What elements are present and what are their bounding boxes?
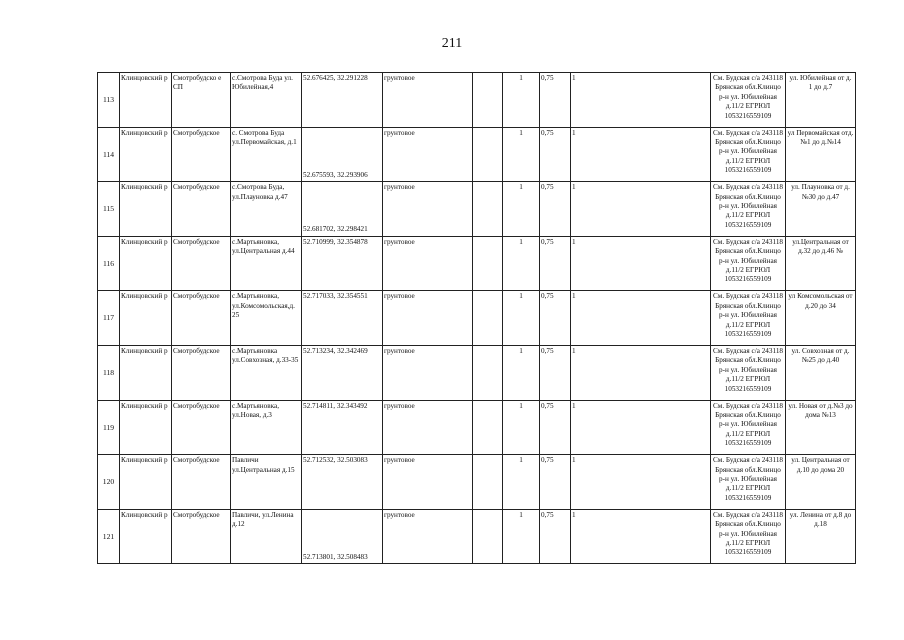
surface-cell: грунтовое [383, 400, 473, 455]
count-cell: 1 [503, 182, 540, 237]
settlement-cell: Смотробудское [172, 345, 231, 400]
volume-cell: 0,75 [540, 73, 571, 128]
address-cell: с.Смотрова Буда ул. Юбилейная,4 [231, 73, 302, 128]
page-number: 211 [441, 36, 463, 51]
owner-cell: См. Будская с/а 243118 Брянская обл.Клинцо р-н ул. Юбилейная д.11/2 ЕГРЮЛ 1053216559109 [711, 127, 786, 182]
address-cell: с.Мартьяновка, ул.Центральная д.44 [231, 236, 302, 291]
empty-cell [473, 182, 503, 237]
served-area-cell: ул Первомайская отд.№1 до д.№14 [786, 127, 856, 182]
quantity-cell: 1 [571, 509, 711, 564]
settlement-cell: Смотробудское [172, 455, 231, 510]
count-cell: 1 [503, 400, 540, 455]
surface-cell: грунтовое [383, 236, 473, 291]
owner-cell: См. Будская с/а 243118 Брянская обл.Клинцо р-н ул. Юбилейная д.11/2 ЕГРЮЛ 1053216559109 [711, 73, 786, 128]
table-row [98, 291, 856, 346]
address-cell: с. Смотрова Буда ул.Первомайская, д.1 [231, 127, 302, 182]
row-number-cell: 115 [98, 182, 120, 237]
owner-cell: См. Будская с/а 243118 Брянская обл.Клинцо р-н ул. Юбилейная д.11/2 ЕГРЮЛ 1053216559109 [711, 345, 786, 400]
address-cell: с.Мартьяновка ул.Совхозная, д.33-35 [231, 345, 302, 400]
count-cell: 1 [503, 127, 540, 182]
row-number-cell: 120 [98, 455, 120, 510]
address-cell: с.Мартьяновка, ул.Новая, д.3 [231, 400, 302, 455]
row-number-cell: 114 [98, 127, 120, 182]
count-cell: 1 [503, 236, 540, 291]
empty-cell [473, 236, 503, 291]
district-cell: Клинцовский р [120, 455, 172, 510]
owner-cell: См. Будская с/а 243118 Брянская обл.Клинцо р-н ул. Юбилейная д.11/2 ЕГРЮЛ 1053216559109 [711, 455, 786, 510]
served-area-cell: ул. Ленина от д.8 до д.18 [786, 509, 856, 564]
volume-cell: 0,75 [540, 400, 571, 455]
coordinates-cell: 52.681702, 32.298421 [302, 182, 383, 237]
volume-cell: 0,75 [540, 455, 571, 510]
quantity-cell: 1 [571, 236, 711, 291]
quantity-cell: 1 [571, 345, 711, 400]
served-area-cell: ул. Совхозная от д.№25 до д.40 [786, 345, 856, 400]
surface-cell: грунтовое [383, 182, 473, 237]
served-area-cell: ул. Новая от д.№3 до дома №13 [786, 400, 856, 455]
coordinates-cell: 52.714811, 32.343492 [302, 400, 383, 455]
volume-cell: 0,75 [540, 236, 571, 291]
surface-cell: грунтовое [383, 509, 473, 564]
coordinates-cell: 52.713234, 32.342469 [302, 345, 383, 400]
district-cell: Клинцовский р [120, 236, 172, 291]
surface-cell: грунтовое [383, 73, 473, 128]
table-body [98, 73, 856, 564]
count-cell: 1 [503, 509, 540, 564]
served-area-cell: ул Комсомольская от д.20 до 34 [786, 291, 856, 346]
empty-cell [473, 400, 503, 455]
settlement-cell: Смотробудско е СП [172, 73, 231, 128]
district-cell: Клинцовский р [120, 345, 172, 400]
count-cell: 1 [503, 73, 540, 128]
empty-cell [473, 455, 503, 510]
row-number-cell: 118 [98, 345, 120, 400]
empty-cell [473, 345, 503, 400]
address-cell: Павличи ул.Центральная д.15 [231, 455, 302, 510]
coordinates-cell: 52.713801, 32.508483 [302, 509, 383, 564]
table-row [98, 182, 856, 237]
settlement-cell: Смотробудское [172, 291, 231, 346]
surface-cell: грунтовое [383, 127, 473, 182]
table-row [98, 509, 856, 564]
row-number-cell: 121 [98, 509, 120, 564]
surface-cell: грунтовое [383, 291, 473, 346]
volume-cell: 0,75 [540, 182, 571, 237]
settlement-cell: Смотробудское [172, 127, 231, 182]
volume-cell: 0,75 [540, 291, 571, 346]
quantity-cell: 1 [571, 291, 711, 346]
district-cell: Клинцовский р [120, 182, 172, 237]
coordinates-cell: 52.676425, 32.291228 [302, 73, 383, 128]
owner-cell: См. Будская с/а 243118 Брянская обл.Клинцо р-н ул. Юбилейная д.11/2 ЕГРЮЛ 1053216559109 [711, 509, 786, 564]
quantity-cell: 1 [571, 182, 711, 237]
volume-cell: 0,75 [540, 345, 571, 400]
volume-cell: 0,75 [540, 509, 571, 564]
owner-cell: См. Будская с/а 243118 Брянская обл.Клинцо р-н ул. Юбилейная д.11/2 ЕГРЮЛ 1053216559109 [711, 182, 786, 237]
registry-table [97, 72, 856, 564]
coordinates-cell: 52.717033, 32.354551 [302, 291, 383, 346]
settlement-cell: Смотробудское [172, 182, 231, 237]
row-number-cell: 113 [98, 73, 120, 128]
empty-cell [473, 291, 503, 346]
row-number-cell: 116 [98, 236, 120, 291]
settlement-cell: Смотробудское [172, 509, 231, 564]
coordinates-cell: 52.675593, 32.293906 [302, 127, 383, 182]
empty-cell [473, 127, 503, 182]
surface-cell: грунтовое [383, 455, 473, 510]
row-number-cell: 119 [98, 400, 120, 455]
address-cell: с.Смотрова Буда, ул.Плауновка д.47 [231, 182, 302, 237]
row-number-cell: 117 [98, 291, 120, 346]
owner-cell: См. Будская с/а 243118 Брянская обл.Клинцо р-н ул. Юбилейная д.11/2 ЕГРЮЛ 1053216559109 [711, 291, 786, 346]
surface-cell: грунтовое [383, 345, 473, 400]
table-row [98, 236, 856, 291]
settlement-cell: Смотробудское [172, 400, 231, 455]
table-row [98, 127, 856, 182]
settlement-cell: Смотробудское [172, 236, 231, 291]
address-cell: с.Мартьяновка, ул.Комсомольская,д. 25 [231, 291, 302, 346]
district-cell: Клинцовский р [120, 509, 172, 564]
district-cell: Клинцовский р [120, 400, 172, 455]
table-row [98, 455, 856, 510]
count-cell: 1 [503, 291, 540, 346]
volume-cell: 0,75 [540, 127, 571, 182]
table-row [98, 73, 856, 128]
district-cell: Клинцовский р [120, 127, 172, 182]
quantity-cell: 1 [571, 127, 711, 182]
count-cell: 1 [503, 455, 540, 510]
coordinates-cell: 52.712532, 32.503083 [302, 455, 383, 510]
quantity-cell: 1 [571, 455, 711, 510]
owner-cell: См. Будская с/а 243118 Брянская обл.Клинцо р-н ул. Юбилейная д.11/2 ЕГРЮЛ 1053216559109 [711, 400, 786, 455]
quantity-cell: 1 [571, 400, 711, 455]
table-row [98, 345, 856, 400]
district-cell: Клинцовский р [120, 73, 172, 128]
empty-cell [473, 73, 503, 128]
served-area-cell: ул.Центральная от д.32 до д.46 № [786, 236, 856, 291]
count-cell: 1 [503, 345, 540, 400]
served-area-cell: ул. Плауновка от д.№30 до д.47 [786, 182, 856, 237]
served-area-cell: ул. Юбилейная от д. 1 до д.7 [786, 73, 856, 128]
owner-cell: См. Будская с/а 243118 Брянская обл.Клинцо р-н ул. Юбилейная д.11/2 ЕГРЮЛ 1053216559109 [711, 236, 786, 291]
table-row [98, 400, 856, 455]
empty-cell [473, 509, 503, 564]
quantity-cell: 1 [571, 73, 711, 128]
address-cell: Павличи, ул.Ленина д.12 [231, 509, 302, 564]
district-cell: Клинцовский р [120, 291, 172, 346]
coordinates-cell: 52.710999, 32.354878 [302, 236, 383, 291]
served-area-cell: ул. Центральная от д.10 до дома 20 [786, 455, 856, 510]
